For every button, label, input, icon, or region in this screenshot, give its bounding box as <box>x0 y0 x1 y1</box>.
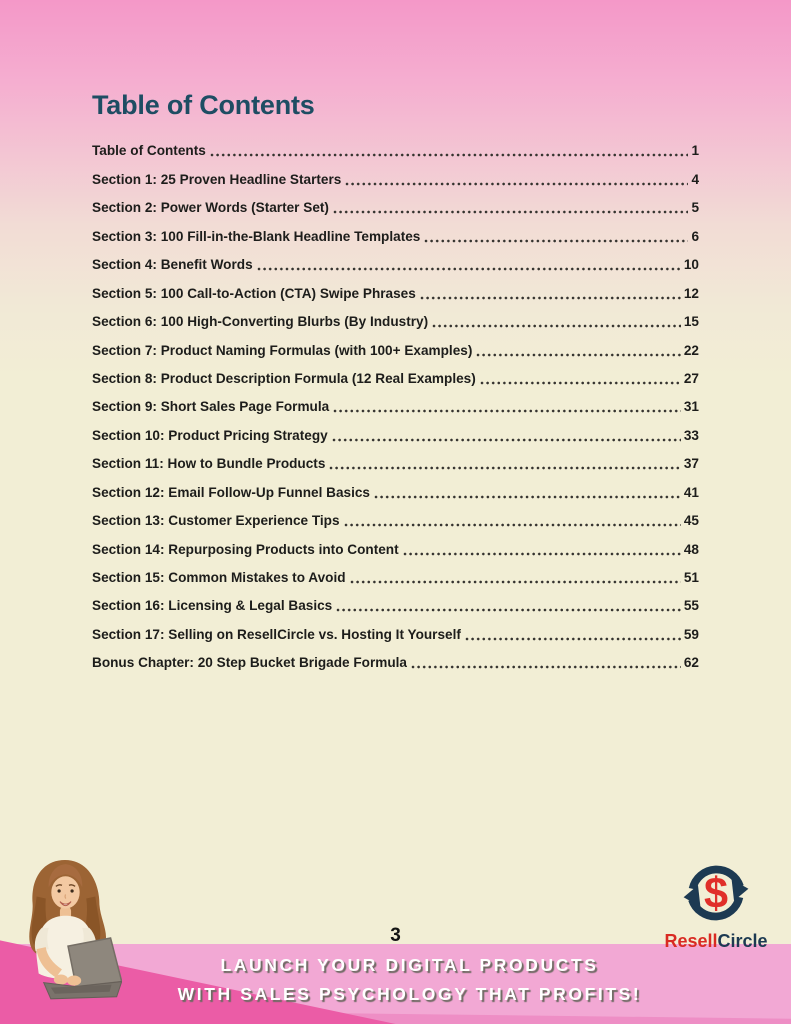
toc-entry-title: Section 8: Product Description Formula (12 Real Examples) <box>92 370 476 386</box>
toc-entry-title: Section 5: 100 Call-to-Action (CTA) Swipe Phrases <box>92 285 416 301</box>
brand-name-circle: Circle <box>717 931 768 951</box>
toc-leader-dots <box>344 511 681 531</box>
toc-entry-title: Section 11: How to Bundle Products <box>92 456 326 472</box>
dollar-cycle-icon <box>680 860 752 926</box>
toc-entry-page: 45 <box>683 513 699 529</box>
toc-leader-dots <box>350 568 681 588</box>
toc-leader-dots <box>420 284 681 304</box>
toc-entry[interactable] <box>92 332 699 360</box>
toc-entry-title: Section 16: Licensing & Legal Basics <box>92 598 333 614</box>
dollar-sign: $ <box>703 870 729 918</box>
toc-entry-title: Section 3: 100 Fill-in-the-Blank Headline Templates <box>92 228 421 244</box>
toc-leader-dots <box>424 227 688 247</box>
toc-entry-title: Bonus Chapter: 20 Step Bucket Brigade Formula <box>92 655 407 671</box>
toc-leader-dots <box>411 653 681 673</box>
toc-entry[interactable] <box>92 417 699 445</box>
toc-entry-page: 10 <box>683 257 699 273</box>
toc-leader-dots <box>480 369 681 389</box>
toc-leader-dots <box>333 397 681 417</box>
toc-entry-title: Section 15: Common Mistakes to Avoid <box>92 570 346 585</box>
page-title: Table of Contents <box>92 90 315 120</box>
toc-entry[interactable] <box>92 616 699 644</box>
toc-entry-page: 59 <box>683 626 699 642</box>
toc-entry-title: Section 6: 100 High-Converting Blurbs (By Industry) <box>92 314 429 330</box>
toc-entry[interactable] <box>92 588 699 616</box>
toc-leader-dots <box>332 426 681 446</box>
page-number: 3 <box>390 925 401 946</box>
toc-entry-page: 15 <box>683 314 699 330</box>
toc-entry[interactable] <box>92 503 699 531</box>
toc-entry-page: 51 <box>683 570 699 585</box>
woman-laptop-illustration <box>10 856 122 1014</box>
brand-logo <box>657 860 775 951</box>
toc-leader-dots <box>345 170 688 190</box>
brand-name-resell: Resell <box>664 931 718 951</box>
toc-leader-dots <box>374 483 681 503</box>
toc-leader-dots <box>403 540 681 560</box>
toc-entry-title: Section 13: Customer Experience Tips <box>92 513 340 529</box>
toc-entry-page: 33 <box>683 427 699 443</box>
toc-entry[interactable] <box>92 446 699 474</box>
toc-entry-title: Section 9: Short Sales Page Formula <box>92 399 330 415</box>
toc-entry[interactable] <box>92 275 699 303</box>
toc-entry-page: 62 <box>683 655 699 671</box>
toc-leader-dots <box>432 312 681 332</box>
toc-leader-dots <box>210 141 689 161</box>
toc-entry[interactable] <box>92 161 699 189</box>
toc-entry-page: 4 <box>691 171 699 187</box>
toc-entry-page: 37 <box>683 456 699 472</box>
toc-entry-title: Section 10: Product Pricing Strategy <box>92 427 328 443</box>
toc-entry-page: 6 <box>691 228 699 244</box>
toc-leader-dots <box>257 255 681 275</box>
toc-entry[interactable] <box>92 133 699 161</box>
toc-entry-title: Section 12: Email Follow-Up Funnel Basics <box>92 484 370 500</box>
toc-entry-page: 27 <box>683 370 699 386</box>
toc-entry[interactable] <box>92 304 699 332</box>
toc-leader-dots <box>329 454 680 474</box>
toc-entry[interactable] <box>92 218 699 246</box>
toc-entry-title: Section 4: Benefit Words <box>92 257 253 273</box>
toc-entry-title: Section 14: Repurposing Products into Content <box>92 541 399 557</box>
brand-name <box>657 931 775 951</box>
footer-tagline-line1: LAUNCH YOUR DIGITAL PRODUCTS <box>220 955 599 975</box>
toc-entry[interactable] <box>92 560 699 588</box>
toc-entry-page: 41 <box>683 484 699 500</box>
toc-entry[interactable] <box>92 190 699 218</box>
toc-entry-page: 1 <box>691 143 699 159</box>
toc-entry-page: 12 <box>683 285 699 301</box>
toc-entry[interactable] <box>92 389 699 417</box>
toc-leader-dots <box>333 198 689 218</box>
toc-list <box>92 133 699 673</box>
toc-entry-page: 22 <box>683 342 699 358</box>
toc-entry-page: 48 <box>683 541 699 557</box>
toc-entry-title: Section 17: Selling on ResellCircle vs. Hosting It Yourself <box>92 626 461 642</box>
toc-entry[interactable] <box>92 474 699 502</box>
toc-entry-title: Section 7: Product Naming Formulas (with 100+ Examples) <box>92 342 473 358</box>
toc-entry-page: 5 <box>691 200 699 216</box>
toc-entry[interactable] <box>92 247 699 275</box>
toc-entry-page: 55 <box>683 598 699 614</box>
footer-tagline-line2: WITH SALES PSYCHOLOGY THAT PROFITS! <box>177 984 642 1004</box>
toc-entry[interactable] <box>92 531 699 559</box>
toc-entry[interactable] <box>92 361 699 389</box>
toc-entry-title: Table of Contents <box>92 143 206 159</box>
toc-entry-title: Section 2: Power Words (Starter Set) <box>92 200 329 216</box>
toc-leader-dots <box>336 596 681 616</box>
toc-entry-page: 31 <box>683 399 699 415</box>
toc-entry[interactable] <box>92 645 699 673</box>
toc-entry-title: Section 1: 25 Proven Headline Starters <box>92 171 342 187</box>
toc-leader-dots <box>465 625 681 645</box>
toc-leader-dots <box>476 341 681 361</box>
